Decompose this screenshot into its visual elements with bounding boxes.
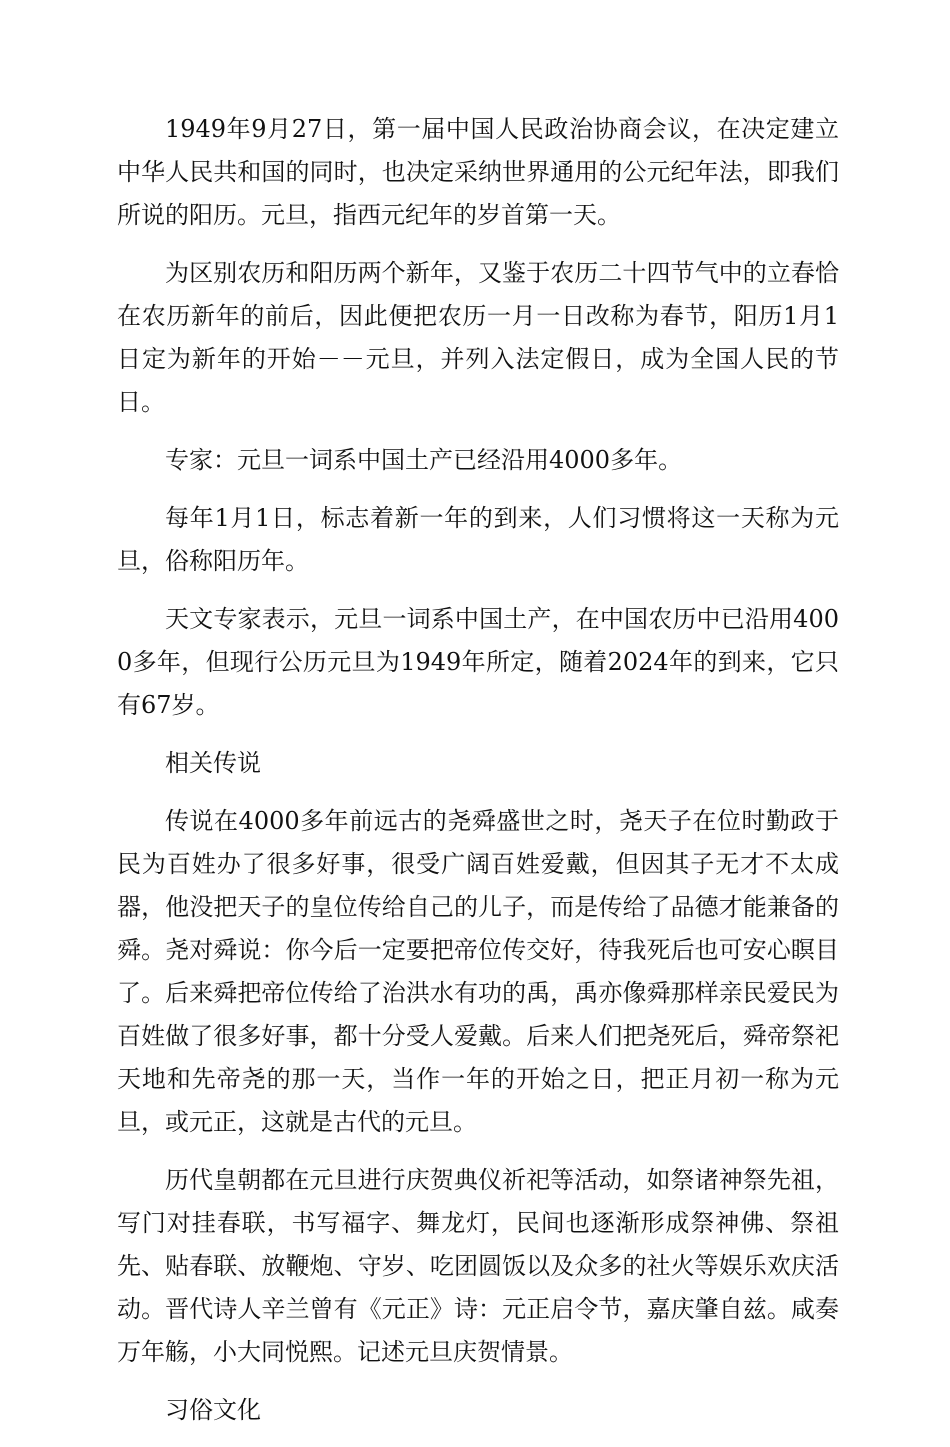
paragraph-dynasty-celebrations: 历代皇朝都在元旦进行庆贺典仪祈祀等活动，如祭诸神祭先祖，写门对挂春联，书写福字、舞龙灯，民间也逐渐形成祭神佛、祭祖先、贴春联、放鞭炮、守岁、吃团圆饭以及众多的社火等娱乐欢庆活动。晋代诗人辛兰曾有《元正》诗：元正启令节，嘉庆肇自兹。咸奏万年觞，小大同悦熙。记述元旦庆贺情景。 bbox=[117, 1166, 839, 1366]
paragraph-january-first: 每年1月1日，标志着新一年的到来，人们习惯将这一天称为元旦，俗称阳历年。 bbox=[117, 504, 839, 575]
paragraph-legend: 传说在4000多年前远古的尧舜盛世之时，尧天子在位时勤政于民为百姓办了很多好事，很受广阔百姓爱戴，但因其子无才不太成器，他没把天子的皇位传给自己的儿子，而是传给了品德才能兼备的舜。尧对舜说：你今后一定要把帝位传交好，待我死后也可安心瞑目了。后来舜把帝位传给了治洪水有功的禹，禹亦像舜那样亲民爱民为百姓做了很多好事，都十分受人爱戴。后来人们把尧死后，舜帝祭祀天地和先帝尧的那一天，当作一年的开始之日，把正月初一称为元旦，或元正，这就是古代的元旦。 bbox=[117, 807, 839, 1136]
paragraph-expert-heading: 专家：元旦一词系中国土产已经沿用4000多年。 bbox=[165, 446, 683, 474]
paragraph-astronomy-expert: 天文专家表示，元旦一词系中国土产，在中国农历中已沿用4000多年，但现行公历元旦为1949年所定，随着2024年的到来，它只有67岁。 bbox=[117, 605, 839, 719]
document-body bbox=[117, 108, 839, 1447]
section-heading-customs: 习俗文化 bbox=[165, 1396, 261, 1424]
section-heading-legend: 相关传说 bbox=[165, 749, 261, 777]
paragraph-founding-calendar: 1949年9月27日，第一届中国人民政治协商会议，在决定建立中华人民共和国的同时，也决定采纳世界通用的公元纪年法，即我们所说的阳历。元旦，指西元纪年的岁首第一天。 bbox=[117, 115, 839, 229]
paragraph-new-year-distinction: 为区别农历和阳历两个新年，又鉴于农历二十四节气中的立春恰在农历新年的前后，因此便把农历一月一日改称为春节，阳历1月1日定为新年的开始－－元旦，并列入法定假日，成为全国人民的节日。 bbox=[117, 259, 839, 416]
